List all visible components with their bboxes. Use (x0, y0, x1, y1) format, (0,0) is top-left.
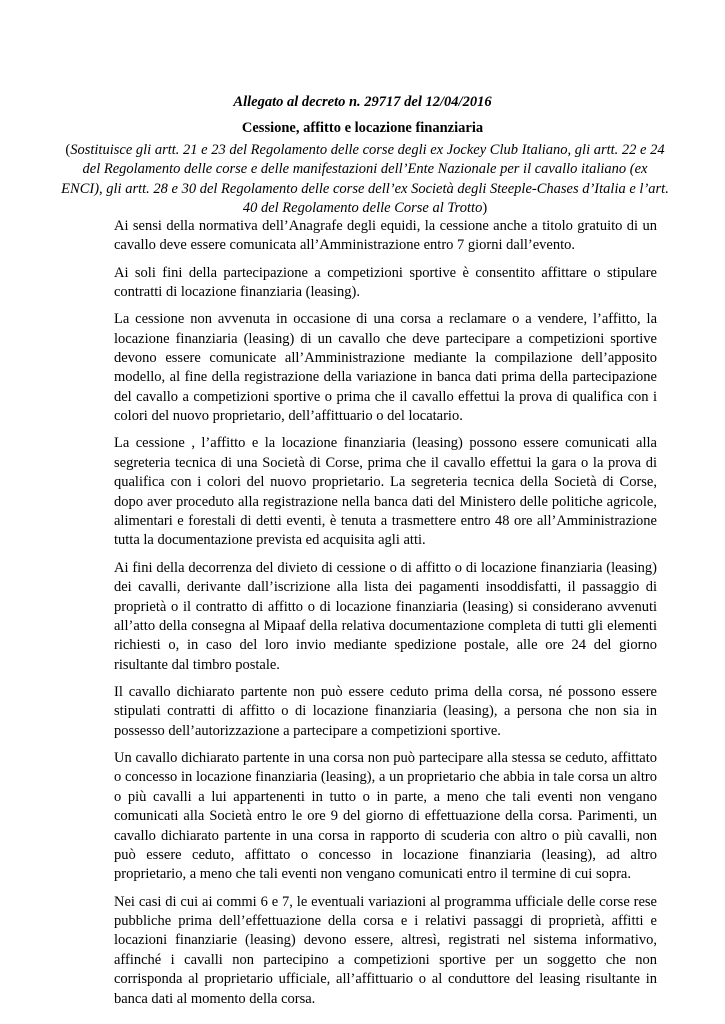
note-open-paren: ( (65, 142, 71, 158)
paragraph-2: Ai soli fini della partecipazione a competizioni sportive è consentito affittare o stipulare contratti di locazione finanziaria (leasing). (114, 264, 657, 301)
paragraph-6: Il cavallo dichiarato partente non può essere ceduto prima della corsa, né possono essere stipulati contratti di affitto o di locazione finanziaria (leasing), a persona che non sia in possesso dell’autorizzazione a partecipare a competizioni sportive. (114, 683, 657, 739)
replacement-note (60, 141, 670, 219)
document-title: Allegato al decreto n. 29717 del 12/04/2016 (233, 94, 492, 110)
paragraph-7: Un cavallo dichiarato partente in una corsa non può partecipare alla stessa se ceduto, affittato o concesso in locazione finanziaria (leasing), a un proprietario che abbia in tale corsa un altro o più cavalli a lui appartenenti in tutto o in parte, a meno che tali eventi non vengano comunicati alla Società entro le ore 9 del giorno di effettuazione della corsa. Parimenti, un cavallo dichiarato partente in una corsa in rapporto di scuderia con altro o più cavalli, non può essere ceduto, affittato o concesso in locazione finanziaria (leasing), ad altro proprietario, a meno che tali eventi non vengano comunicati entro il termine di cui sopra. (114, 749, 657, 883)
paragraph-3: La cessione non avvenuta in occasione di una corsa a reclamare o a vendere, l’affitto, la locazione finanziaria (leasing) di un cavallo che deve partecipare a competizioni sportive devono essere comunicate all’Amministrazione mediante la compilazione dell’apposito modello, al fine della registrazione della variazione in banca dati prima della partecipazione del cavallo a competizioni sportive o prima che il cavallo effettui la prova di qualifica con i colori del nuovo proprietario, dell’affittuario o del locatario. (114, 311, 657, 425)
paragraph-4: La cessione , l’affitto e la locazione finanziaria (leasing) possono essere comunicati alla segreteria tecnica di una Società di Corse, prima che il cavallo effettui la gara o la prova di qualifica con i colori del nuovo proprietario. La segreteria tecnica della Società di Corse, dopo aver proceduto alla registrazione nella banca dati del Ministero delle politiche agricole, alimentari e forestali di detti eventi, è tenuta a trasmettere entro 48 ore all’Amministrazione tutta la documentazione prevista ed acquisita agli atti. (114, 435, 657, 549)
paragraph-5: Ai fini della decorrenza del divieto di cessione o di affitto o di locazione finanziaria (leasing) dei cavalli, derivante dall’iscrizione alla lista dei pagamenti insoddisfatti, il passaggio di proprietà o il contratto di affitto o di locazione finanziaria (leasing) si considerano avvenuti all’atto della consegna al Mipaaf della relativa documentazione completa di tutti gli elementi richiesti o, in caso del loro invio mediante spedizione postale, alle ore 24 del giorno risultante dal timbro postale. (114, 559, 657, 673)
note-close-paren: ) (482, 200, 488, 217)
paragraph-1: Ai sensi della normativa dell’Anagrafe degli equidi, la cessione anche a titolo gratuito di un cavallo deve essere comunicata all’Amministrazione entro 7 giorni dall’evento. (114, 218, 657, 254)
document-body (114, 217, 657, 1017)
note-text: Sostituisce gli artt. 21 e 23 del Regolamento delle corse degli ex Jockey Club Italiano, gli artt. 22 e 24 del Regolamento delle corse e delle manifestazioni dell’Ente Nazionale per il cavallo italiano (ex ENCI), gli artt. 28 e 30 del Regolamento delle corse dell’ex Società degli Steeple-Chases d’Italia e l’art. 40 del Regolamento delle Corse al Trotto (61, 142, 669, 217)
document-subtitle: Cessione, affitto e locazione finanziaria (241, 120, 484, 136)
paragraph-8: Nei casi di cui ai commi 6 e 7, le eventuali variazioni al programma ufficiale delle corse rese pubbliche prima dell’effettuazione della corsa e i relativi passaggi di proprietà, affitti e locazioni finanziarie (leasing) devono essere, altresì, registrati nel sistema informativo, affinché i cavalli non partecipino a competizioni sportive per un soggetto che non corrisponda al proprietario ufficiale, all’affittuario o al conduttore del leasing risultante in banca dati al momento della corsa. (114, 893, 657, 1007)
